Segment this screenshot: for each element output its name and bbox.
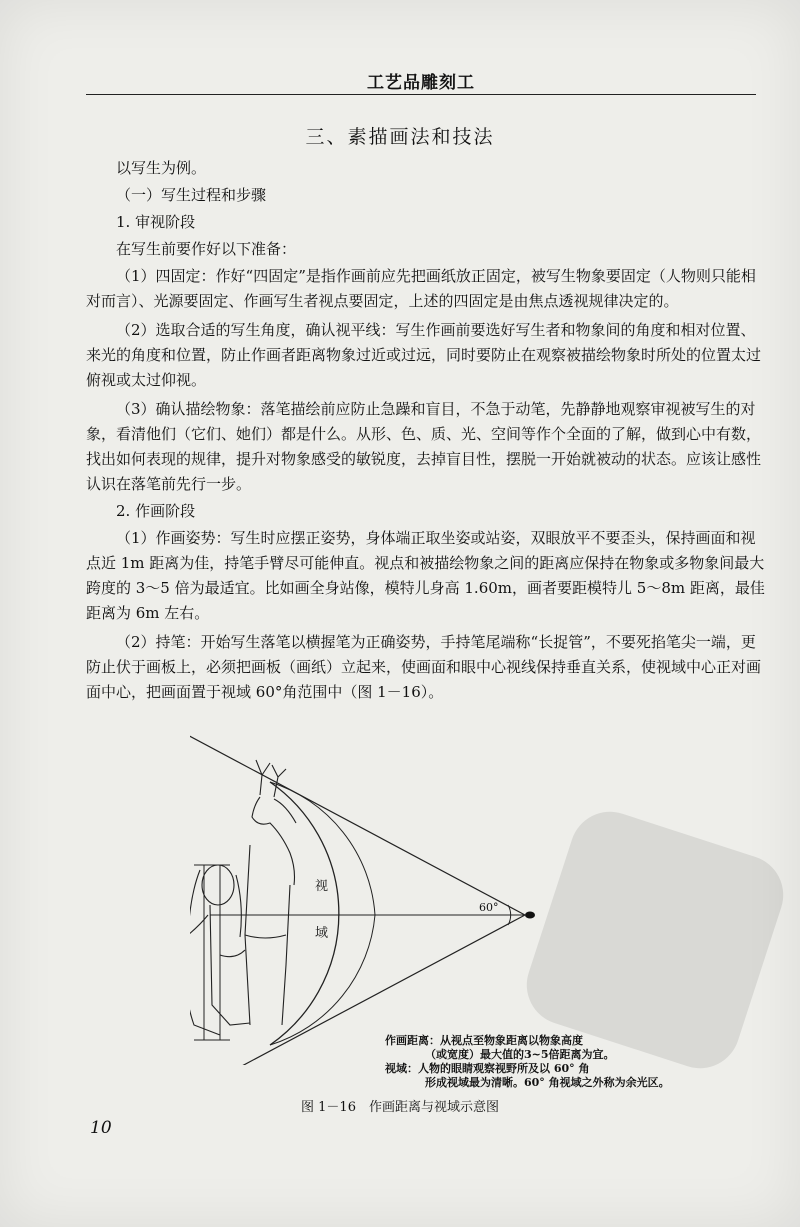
paragraph: 在写生前要作好以下准备： — [116, 240, 297, 258]
figure-caption: 图 1－16 作画距离与视域示意图 — [301, 1100, 499, 1115]
step-heading: 1. 审视阶段 — [116, 213, 196, 231]
label-shi: 视 — [315, 879, 329, 894]
note-field-line1: 视域：人物的眼睛观察视野所及以 60° 角 — [385, 1062, 590, 1075]
viewing-distance-diagram — [190, 705, 760, 1065]
cone-upper-line — [190, 715, 525, 915]
field-arc-inner — [270, 782, 375, 1045]
note-distance-line1: 作画距离：从视点至物象距离以物象高度 — [385, 1034, 583, 1047]
field-arc — [270, 782, 339, 1045]
angle-label: 60° — [479, 901, 499, 914]
paragraph: （1）四固定：作好“四固定”是指作画前应先把画纸放正固定，被写生物象要固定（人物则只能相对而言）、光源要固定、作画写生者视点要固定，上述的四固定是由焦点透视规律决定的。 — [86, 267, 756, 310]
step-heading: 2. 作画阶段 — [116, 502, 196, 520]
body-text — [86, 156, 766, 705]
subsection-heading: （一）写生过程和步骤 — [116, 186, 267, 204]
eye-icon — [525, 912, 535, 919]
paragraph: 以写生为例。 — [116, 159, 207, 177]
section-title: 三、素描画法和技法 — [305, 126, 495, 148]
paragraph: （2）持笔：开始写生落笔以横握笔为正确姿势，手持笔尾端称“长捉管”，不要死掐笔尖一端，更防止伏于画板上，必须把画板（画纸）立起来，使画面和眼中心视线保持垂直关系，使视域中心正对画面中心，把画面置于视域 60°角范围中（图 1－16）。 — [86, 633, 762, 701]
note-field-line2: 形成视域最为清晰。60° 角视域之外称为余光区。 — [425, 1076, 670, 1089]
label-yu: 域 — [315, 926, 329, 941]
running-header — [86, 68, 756, 95]
page-number: 10 — [90, 1118, 112, 1138]
header-title: 工艺品雕刻工 — [367, 73, 475, 93]
deer-figure — [245, 760, 296, 1025]
figure-notes — [385, 1034, 765, 1090]
note-distance-line2: （或宽度）最大值的3~5倍距离为宜。 — [425, 1048, 615, 1061]
paragraph: （2）选取合适的写生角度，确认视平线：写生作画前要选好写生者和物象间的角度和相对位置、来光的角度和位置，防止作画者距离物象过近或过远，同时要防止在观察被描绘物象时所处的位置太过俯视或太过仰视。 — [86, 321, 762, 389]
paragraph: （1）作画姿势：写生时应摆正姿势，身体端正取坐姿或站姿，双眼放平不要歪头，保持画面和视点近 1m 距离为佳，持笔手臂尽可能伸直。视点和被描绘物象之间的距离应保持在物象或多物象间最大跨度的 3～5 倍为最适宜。比如画全身站像，模特儿身高 1.60m，画者要距模特儿 5～8m 距离，最佳距离为 6m 左右。 — [86, 529, 765, 622]
paragraph: （3）确认描绘物象：落笔描绘前应防止急躁和盲目，不急于动笔，先静静地观察审视被写生的对象，看清他们（它们、她们）都是什么。从形、色、质、光、空间等作个全面的了解，做到心中有数，找出如何表现的规律，提升对物象感受的敏锐度，去掉盲目性，摆脱一开始就被动的状态。应该让感性认识在落笔前先行一步。 — [86, 400, 762, 493]
